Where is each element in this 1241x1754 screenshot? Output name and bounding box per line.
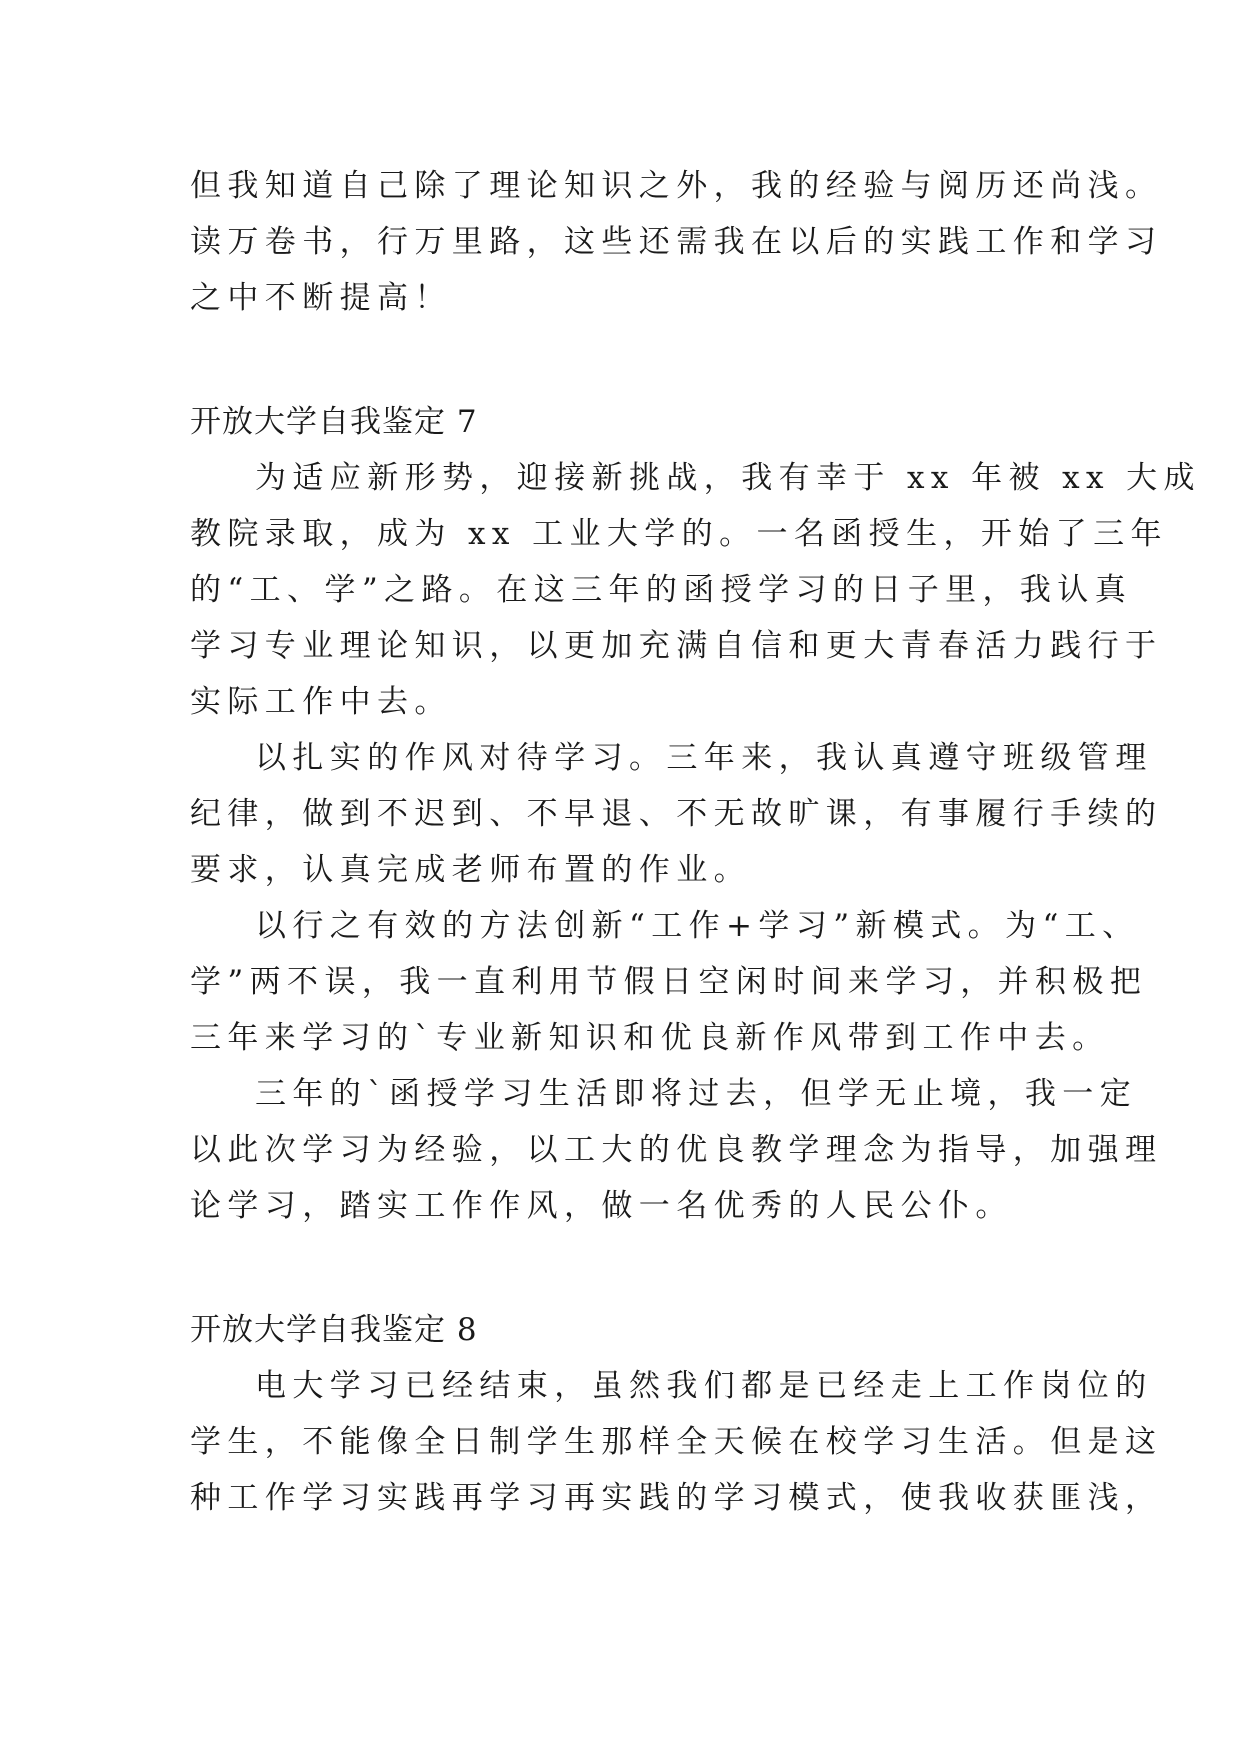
text-line: 读万卷书，行万里路，这些还需我在以后的实践工作和学习 (190, 224, 1163, 260)
text-line: 纪律，做到不迟到、不早退、不无故旷课，有事履行手续的 (190, 796, 1163, 832)
text-line: 种工作学习实践再学习再实践的学习模式，使我收获匪浅， (190, 1480, 1163, 1516)
text-line: 以此次学习为经验，以工大的优良教学理念为指导，加强理 (190, 1132, 1163, 1168)
section-heading-7: 开放大学自我鉴定 7 (190, 404, 478, 440)
text-line: 学生，不能像全日制学生那样全天候在校学习生活。但是这 (190, 1424, 1163, 1460)
text-line: 但我知道自己除了理论知识之外，我的经验与阅历还尚浅。 (190, 168, 1163, 204)
text-line: 之中不断提高！ (190, 280, 452, 316)
text-line: 以行之有效的方法创新“工作+学习”新模式。为“工、 (255, 908, 1140, 944)
text-line: 论学习，踏实工作作风，做一名优秀的人民公仆。 (190, 1188, 1013, 1224)
text-line: 以扎实的作风对待学习。三年来，我认真遵守班级管理 (255, 740, 1153, 776)
text-line: 三年来学习的`专业新知识和优良新作风带到工作中去。 (190, 1020, 1110, 1056)
text-line: 教院录取，成为 xx 工业大学的。一名函授生，开始了三年 (190, 516, 1168, 552)
text-line: 学”两不误，我一直利用节假日空闲时间来学习，并积极把 (190, 964, 1148, 1000)
text-line: 的“工、学”之路。在这三年的函授学习的日子里，我认真 (190, 572, 1133, 608)
text-line: 为适应新形势，迎接新挑战，我有幸于 xx 年被 xx 大成 (255, 460, 1201, 496)
text-line: 实际工作中去。 (190, 684, 452, 720)
section-heading-8: 开放大学自我鉴定 8 (190, 1312, 478, 1348)
text-line: 要求，认真完成老师布置的作业。 (190, 852, 751, 888)
text-line: 学习专业理论知识，以更加充满自信和更大青春活力践行于 (190, 628, 1163, 664)
text-line: 电大学习已经结束，虽然我们都是已经走上工作岗位的 (255, 1368, 1153, 1404)
text-line: 三年的`函授学习生活即将过去，但学无止境，我一定 (255, 1076, 1138, 1112)
